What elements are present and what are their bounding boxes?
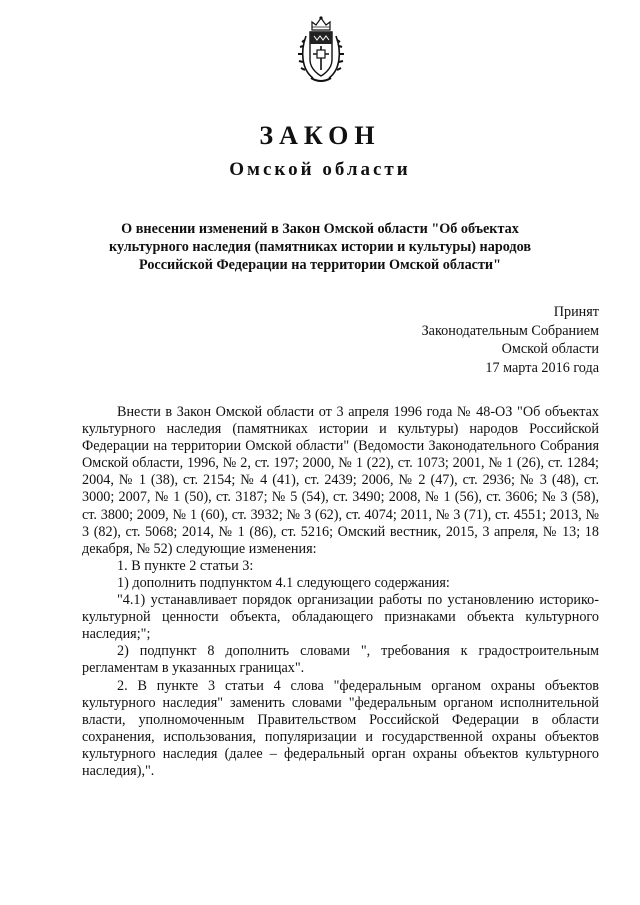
adoption-status: Принят xyxy=(553,304,599,320)
law-title: ЗАКОН xyxy=(259,121,381,150)
body-paragraph: "4.1) устанавливает порядок организации работы по установлению историко-культурной ценности объекта, обладающего признаками объекта культурного наследия;"; xyxy=(82,592,599,643)
law-body xyxy=(82,404,599,780)
adoption-block xyxy=(422,303,599,377)
adoption-date: 17 марта 2016 года xyxy=(485,359,599,376)
body-paragraph: Внести в Закон Омской области от 3 апреля 1996 года № 48-ОЗ "Об объектах культурного наследия (памятниках истории и культуры) народов Российской Федерации на территории Омской области" (Ведомости Законодательного Собрания Омской области, 1996, № 2, ст. 197; 2000, № 1 (22), ст. 1073; 2001, № 1 (26), ст. 1284; 2004, № 1 (38), ст. 2154; № 4 (41), ст. 2439; 2006, № 2 (47), ст. 2936; № 3 (48), ст. 3000; 2007, № 1 (50), ст. 3187; № 5 (54), ст. 3490; 2008, № 1 (56), ст. 3606; № 3 (58), ст. 3800; 2009, № 1 (60), ст. 3932; № 3 (62), ст. 4074; 2011, № 3 (71), ст. 4551; 2013, № 3 (82), ст. 5068; 2014, № 1 (86), ст. 5216; Омский вестник, 2015, 3 апреля, № 13; 18 декабря, № 52) следующие изменения: xyxy=(82,404,599,557)
adoption-body: Законодательным Собранием xyxy=(421,322,599,339)
body-paragraph: 2) подпункт 8 дополнить словами ", требования к градостроительным регламентам в указанных границах". xyxy=(82,643,599,677)
adoption-region: Омской области xyxy=(501,341,599,357)
law-region-subtitle: Омской области xyxy=(229,159,411,180)
coat-of-arms-emblem xyxy=(298,14,344,86)
body-paragraph: 1) дополнить подпунктом 4.1 следующего содержания: xyxy=(117,574,450,591)
body-paragraph: 1. В пункте 2 статьи 3: xyxy=(117,557,254,574)
law-subject-heading: О внесении изменений в Закон Омской области "Об объектах культурного наследия (памятниках истории и культуры) народов Российской Федерации на территории Омской области" xyxy=(109,221,531,273)
body-paragraph: 2. В пункте 3 статьи 4 слова "федеральным органом охраны объектов культурного наследия" заменить словами "федеральным органом исполнительной власти, уполномоченным Правительством Российской Федерации в области сохранения, использования, популяризации и государственной охраны объектов культурного наследия (далее – федеральный орган охраны объектов культурного наследия),". xyxy=(82,677,599,779)
